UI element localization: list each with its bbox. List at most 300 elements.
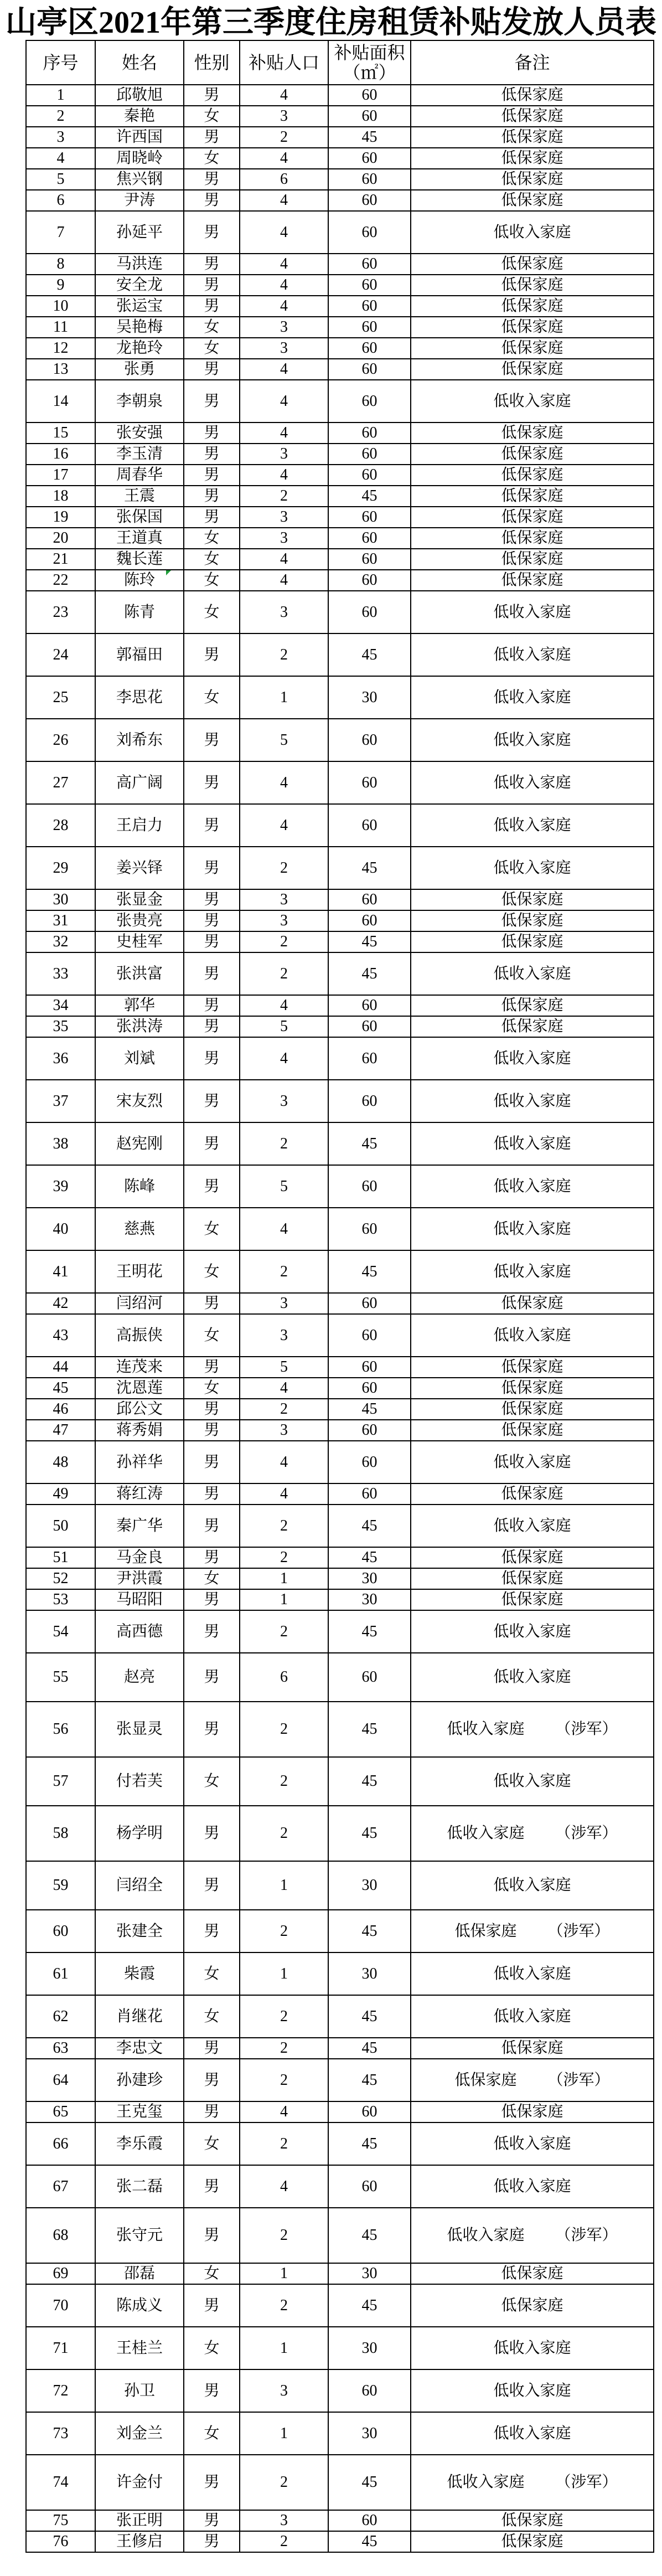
table-row	[27, 805, 654, 847]
remarks: 低收入家庭	[493, 1773, 571, 1790]
subsidy-area-cell	[329, 1357, 411, 1377]
person-name: 慈燕	[123, 1220, 155, 1238]
gender: 男	[204, 1295, 220, 1312]
gender-cell	[184, 1862, 240, 1909]
gender-cell	[184, 953, 240, 995]
table-row	[27, 1611, 654, 1653]
subsidy-population: 2	[280, 1400, 288, 1418]
gender: 男	[204, 1622, 220, 1640]
gender: 女	[204, 1379, 220, 1397]
table-row	[27, 1910, 654, 1953]
row-number-cell	[27, 2166, 96, 2207]
person-name-cell	[96, 2166, 184, 2207]
subsidy-area: 60	[361, 2103, 377, 2120]
header-row-number: 序号	[27, 41, 96, 84]
gender-cell	[184, 317, 240, 337]
remarks-cell	[411, 212, 654, 253]
subsidy-population: 2	[280, 1720, 288, 1738]
person-name: 龙艳玲	[116, 339, 163, 357]
gender-cell	[184, 1017, 240, 1037]
subsidy-population: 2	[280, 646, 288, 663]
gender: 男	[204, 731, 220, 749]
subsidy-area-cell	[329, 2264, 411, 2284]
subsidy-area-cell	[329, 1315, 411, 1356]
subsidy-area: 60	[361, 1295, 377, 1312]
subsidy-population: 2	[280, 1825, 288, 1842]
person-name-cell	[96, 85, 184, 105]
remarks-cell	[411, 953, 654, 995]
gender-cell	[184, 762, 240, 803]
gender-cell	[184, 190, 240, 210]
remarks-cell	[411, 2166, 654, 2207]
row-number: 48	[53, 1453, 69, 1471]
gender-cell	[184, 85, 240, 105]
subsidy-area: 45	[361, 933, 377, 950]
gender-cell	[184, 1123, 240, 1165]
subsidy-population-cell	[240, 762, 329, 803]
person-name-cell	[96, 1862, 184, 1909]
remarks: 低收入家庭	[493, 1326, 571, 1344]
subsidy-area: 60	[361, 1668, 377, 1686]
gender-cell	[184, 1441, 240, 1483]
table-row	[27, 359, 654, 380]
table-row	[27, 296, 654, 317]
remarks-cell	[411, 338, 654, 358]
row-number: 51	[53, 1549, 69, 1566]
subsidy-population: 4	[280, 424, 288, 441]
row-number: 46	[53, 1400, 69, 1418]
row-number-cell	[27, 254, 96, 274]
row-number: 76	[53, 2533, 69, 2550]
remarks: 低保家庭	[501, 192, 563, 209]
person-name-cell	[96, 2327, 184, 2369]
subsidy-population-cell	[240, 1910, 329, 1952]
subsidy-population: 3	[280, 1326, 288, 1344]
row-number-cell	[27, 1315, 96, 1356]
row-number-cell	[27, 1166, 96, 1207]
subsidy-population: 5	[280, 1358, 288, 1375]
table-body	[27, 85, 654, 2553]
row-number-cell	[27, 1505, 96, 1547]
subsidy-area-cell	[329, 1653, 411, 1701]
subsidy-population: 3	[280, 1421, 288, 1439]
subsidy-area-cell	[329, 106, 411, 126]
table-row	[27, 762, 654, 805]
person-name: 蒋红涛	[116, 1485, 163, 1502]
row-number: 18	[53, 487, 69, 504]
row-number-cell	[27, 2532, 96, 2552]
gender: 男	[204, 2177, 220, 2195]
person-name-cell	[96, 148, 184, 168]
subsidy-population: 3	[280, 891, 288, 908]
row-number: 50	[53, 1517, 69, 1534]
table-row	[27, 1996, 654, 2038]
remarks: 低保家庭	[501, 86, 563, 104]
table-row	[27, 275, 654, 296]
gender: 女	[204, 2265, 220, 2282]
row-number: 38	[53, 1135, 69, 1152]
subsidy-population: 5	[280, 731, 288, 749]
subsidy-area: 60	[361, 255, 377, 272]
row-number: 31	[53, 912, 69, 929]
row-number-cell	[27, 1806, 96, 1861]
person-name-cell	[96, 1953, 184, 1995]
subsidy-population-cell	[240, 677, 329, 718]
gender: 男	[204, 171, 220, 188]
subsidy-area-cell	[329, 1862, 411, 1909]
gender: 男	[204, 223, 220, 241]
subsidy-area: 45	[361, 859, 377, 877]
gender-cell	[184, 380, 240, 422]
gender: 男	[204, 466, 220, 483]
person-name-cell	[96, 296, 184, 316]
remarks-cell	[411, 1441, 654, 1483]
subsidy-area: 60	[361, 2177, 377, 2195]
gender: 男	[204, 1720, 220, 1738]
subsidy-area-cell	[329, 2166, 411, 2207]
gender-cell	[184, 1294, 240, 1313]
subsidy-population: 6	[280, 1668, 288, 1686]
table-row	[27, 1505, 654, 1548]
gender: 男	[204, 1922, 220, 1940]
table-row	[27, 634, 654, 677]
table-row	[27, 169, 654, 190]
table-row	[27, 890, 654, 911]
row-number: 13	[53, 360, 69, 378]
subsidy-area-cell	[329, 953, 411, 995]
remarks: 低保家庭	[501, 2265, 563, 2282]
subsidy-population-cell	[240, 2264, 329, 2284]
remarks: 低保家庭	[501, 1018, 563, 1035]
person-name-cell	[96, 2511, 184, 2531]
gender-cell	[184, 1080, 240, 1122]
gender-cell	[184, 570, 240, 590]
subsidy-area: 30	[361, 2339, 377, 2357]
subsidy-population-cell	[240, 212, 329, 253]
subsidy-area-cell	[329, 212, 411, 253]
row-number: 43	[53, 1326, 69, 1344]
row-number: 19	[53, 508, 69, 525]
gender: 男	[204, 2071, 220, 2089]
table-row	[27, 2327, 654, 2370]
subsidy-population: 2	[280, 2227, 288, 2244]
remarks: 低收入家庭	[493, 1177, 571, 1195]
military-tag: （涉军）	[555, 1720, 618, 1738]
subsidy-area-cell	[329, 2532, 411, 2552]
row-number-cell	[27, 549, 96, 569]
row-number-cell	[27, 1653, 96, 1701]
subsidy-population: 4	[280, 150, 288, 167]
row-number: 56	[53, 1720, 69, 1738]
person-name-cell	[96, 911, 184, 931]
person-name-cell	[96, 2285, 184, 2326]
remarks: 低保家庭	[501, 1295, 563, 1312]
person-name: 陈青	[123, 603, 155, 621]
row-number-cell	[27, 296, 96, 316]
gender: 男	[204, 997, 220, 1014]
subsidy-area: 60	[361, 2512, 377, 2529]
subsidy-population: 4	[280, 1453, 288, 1471]
subsidy-population-cell	[240, 2511, 329, 2531]
remarks-cell	[411, 1123, 654, 1165]
subsidy-population-cell	[240, 2038, 329, 2058]
gender-cell	[184, 1996, 240, 2037]
person-name: 张勇	[123, 360, 155, 378]
row-number-cell	[27, 1484, 96, 1504]
subsidy-population-cell	[240, 2123, 329, 2165]
subsidy-population: 2	[280, 1517, 288, 1534]
remarks-cell	[411, 1251, 654, 1292]
person-name: 许金付	[116, 2474, 163, 2491]
gender-cell	[184, 169, 240, 189]
table-row	[27, 2370, 654, 2413]
gender-cell	[184, 1548, 240, 1568]
remarks: 低收入家庭	[493, 816, 571, 834]
subsidy-area-cell	[329, 1569, 411, 1589]
gender-cell	[184, 1758, 240, 1805]
person-name-cell	[96, 2532, 184, 2552]
subsidy-population-cell	[240, 911, 329, 931]
subsidy-area: 60	[361, 171, 377, 188]
subsidy-area-cell	[329, 254, 411, 274]
person-name-cell	[96, 465, 184, 485]
gender: 女	[204, 2424, 220, 2442]
subsidy-population: 2	[280, 1922, 288, 1940]
row-number-cell	[27, 996, 96, 1016]
person-name-cell	[96, 2102, 184, 2122]
subsidy-population-cell	[240, 127, 329, 147]
gender-cell	[184, 1702, 240, 1756]
subsidy-population-cell	[240, 591, 329, 633]
gender-cell	[184, 2166, 240, 2207]
header-name: 姓名	[96, 41, 184, 84]
subsidy-area-cell	[329, 507, 411, 527]
subsidy-population-cell	[240, 486, 329, 506]
row-number: 73	[53, 2424, 69, 2442]
person-name: 赵宪刚	[116, 1135, 163, 1152]
person-name-cell	[96, 762, 184, 803]
row-number: 36	[53, 1049, 69, 1067]
row-number-cell	[27, 85, 96, 105]
person-name: 王修启	[116, 2533, 163, 2550]
remarks: 低保家庭	[501, 466, 563, 483]
remarks-cell	[411, 1758, 654, 1805]
gender: 男	[204, 1825, 220, 1842]
table-row	[27, 1758, 654, 1806]
row-number-cell	[27, 1123, 96, 1165]
subsidy-population-cell	[240, 2285, 329, 2326]
remarks-cell	[411, 2059, 654, 2101]
subsidy-population-cell	[240, 2370, 329, 2412]
person-name: 张正明	[116, 2512, 163, 2529]
person-name-cell	[96, 890, 184, 910]
person-name: 陈成义	[116, 2296, 163, 2314]
table-row	[27, 2208, 654, 2264]
gender: 男	[204, 891, 220, 908]
gender: 女	[204, 2007, 220, 2025]
table-row	[27, 148, 654, 169]
table-row	[27, 847, 654, 890]
person-name: 张安强	[116, 424, 163, 441]
subsidy-area: 60	[361, 1379, 377, 1397]
person-name: 陈峰	[123, 1177, 155, 1195]
gender-cell	[184, 719, 240, 761]
remarks: 低收入家庭	[493, 223, 571, 241]
subsidy-area: 45	[361, 1825, 377, 1842]
row-number-cell	[27, 507, 96, 527]
subsidy-table	[25, 40, 654, 2553]
subsidy-population: 1	[280, 1570, 288, 1587]
military-tag: （涉军）	[555, 2474, 618, 2491]
person-name-cell	[96, 1357, 184, 1377]
remarks-cell	[411, 254, 654, 274]
person-name: 魏长莲	[116, 550, 163, 568]
gender-cell	[184, 549, 240, 569]
subsidy-population: 4	[280, 86, 288, 104]
subsidy-area-cell	[329, 1505, 411, 1547]
subsidy-population-cell	[240, 2532, 329, 2552]
row-number-cell	[27, 719, 96, 761]
person-name-cell	[96, 317, 184, 337]
subsidy-population: 2	[280, 965, 288, 982]
remarks-cell	[411, 762, 654, 803]
header-gender: 性别	[184, 41, 240, 84]
row-number-cell	[27, 1548, 96, 1568]
subsidy-population: 2	[280, 2474, 288, 2491]
remarks-cell	[411, 2123, 654, 2165]
document-title: 山亭区2021年第三季度住房租赁补贴发放人员表	[6, 6, 656, 40]
gender: 男	[204, 933, 220, 950]
person-name: 李朝泉	[116, 392, 163, 410]
remarks-cell	[411, 805, 654, 846]
subsidy-population-cell	[240, 1653, 329, 1701]
row-number: 42	[53, 1295, 69, 1312]
subsidy-population-cell	[240, 1399, 329, 1419]
remarks-cell	[411, 1294, 654, 1313]
subsidy-area-cell	[329, 380, 411, 422]
subsidy-area-cell	[329, 2327, 411, 2369]
person-name: 周春华	[116, 466, 163, 483]
subsidy-area: 30	[361, 1877, 377, 1894]
remarks: 低保家庭	[501, 571, 563, 589]
subsidy-population-cell	[240, 465, 329, 485]
person-name: 王克玺	[116, 2103, 163, 2120]
subsidy-population: 2	[280, 1135, 288, 1152]
subsidy-population-cell	[240, 805, 329, 846]
subsidy-area-cell	[329, 1399, 411, 1419]
remarks: 低保家庭	[501, 1421, 563, 1439]
person-name: 付若芙	[116, 1773, 163, 1790]
gender: 男	[204, 1135, 220, 1152]
gender: 女	[204, 339, 220, 357]
gender: 男	[204, 192, 220, 209]
person-name-cell	[96, 570, 184, 590]
gender: 男	[204, 1549, 220, 1566]
remarks-cell	[411, 380, 654, 422]
remarks-cell	[411, 1806, 654, 1861]
subsidy-area-cell	[329, 677, 411, 718]
subsidy-area-cell	[329, 1017, 411, 1037]
gender: 男	[204, 816, 220, 834]
subsidy-area-cell	[329, 1590, 411, 1610]
remarks: 低保家庭	[501, 445, 563, 462]
row-number-cell	[27, 911, 96, 931]
gender: 男	[204, 297, 220, 315]
subsidy-population-cell	[240, 2455, 329, 2510]
remarks: 低保家庭	[501, 1400, 563, 1418]
subsidy-population-cell	[240, 1441, 329, 1483]
row-number-cell	[27, 890, 96, 910]
subsidy-population-cell	[240, 2102, 329, 2122]
table-row	[27, 85, 654, 106]
header-remarks: 备注	[411, 41, 654, 84]
gender: 女	[204, 150, 220, 167]
gender-cell	[184, 2038, 240, 2058]
subsidy-area-cell	[329, 296, 411, 316]
row-number-cell	[27, 762, 96, 803]
gender: 男	[204, 774, 220, 791]
remarks-cell	[411, 1548, 654, 1568]
person-name: 刘希东	[116, 731, 163, 749]
table-row	[27, 2413, 654, 2455]
gender: 女	[204, 550, 220, 568]
remarks: 低收入家庭	[447, 1825, 525, 1842]
subsidy-area-cell	[329, 1080, 411, 1122]
remarks-cell	[411, 1378, 654, 1398]
subsidy-area: 30	[361, 1570, 377, 1587]
remarks: 低保家庭	[501, 2512, 563, 2529]
person-name-cell	[96, 996, 184, 1016]
person-name-cell	[96, 634, 184, 676]
gender-cell	[184, 1357, 240, 1377]
remarks-cell	[411, 1569, 654, 1589]
subsidy-area-cell	[329, 1378, 411, 1398]
remarks: 低保家庭	[501, 1549, 563, 1566]
remarks-cell	[411, 890, 654, 910]
remarks-cell	[411, 2208, 654, 2263]
subsidy-area-cell	[329, 1806, 411, 1861]
subsidy-population: 4	[280, 816, 288, 834]
remarks-cell	[411, 1208, 654, 1250]
subsidy-population-cell	[240, 2059, 329, 2101]
subsidy-area: 45	[361, 1922, 377, 1940]
gender-cell	[184, 2327, 240, 2369]
gender: 男	[204, 912, 220, 929]
gender: 男	[204, 859, 220, 877]
subsidy-area: 45	[361, 1773, 377, 1790]
subsidy-population: 3	[280, 1092, 288, 1110]
table-row	[27, 932, 654, 953]
table-row	[27, 338, 654, 359]
gender-cell	[184, 444, 240, 464]
subsidy-area-cell	[329, 2038, 411, 2058]
remarks: 低收入家庭	[447, 2474, 525, 2491]
gender: 男	[204, 1400, 220, 1418]
remarks-cell	[411, 1996, 654, 2037]
person-name: 高西德	[116, 1622, 163, 1640]
person-name: 王道真	[116, 529, 163, 547]
person-name: 孙延平	[116, 223, 163, 241]
person-name: 郭华	[123, 997, 155, 1014]
person-name-cell	[96, 2264, 184, 2284]
table-row	[27, 254, 654, 275]
header-subsidy-area	[329, 41, 411, 84]
row-number-cell	[27, 677, 96, 718]
person-name: 邵磊	[123, 2265, 155, 2282]
subsidy-area: 60	[361, 339, 377, 357]
subsidy-population: 2	[280, 2039, 288, 2057]
remarks-cell	[411, 549, 654, 569]
